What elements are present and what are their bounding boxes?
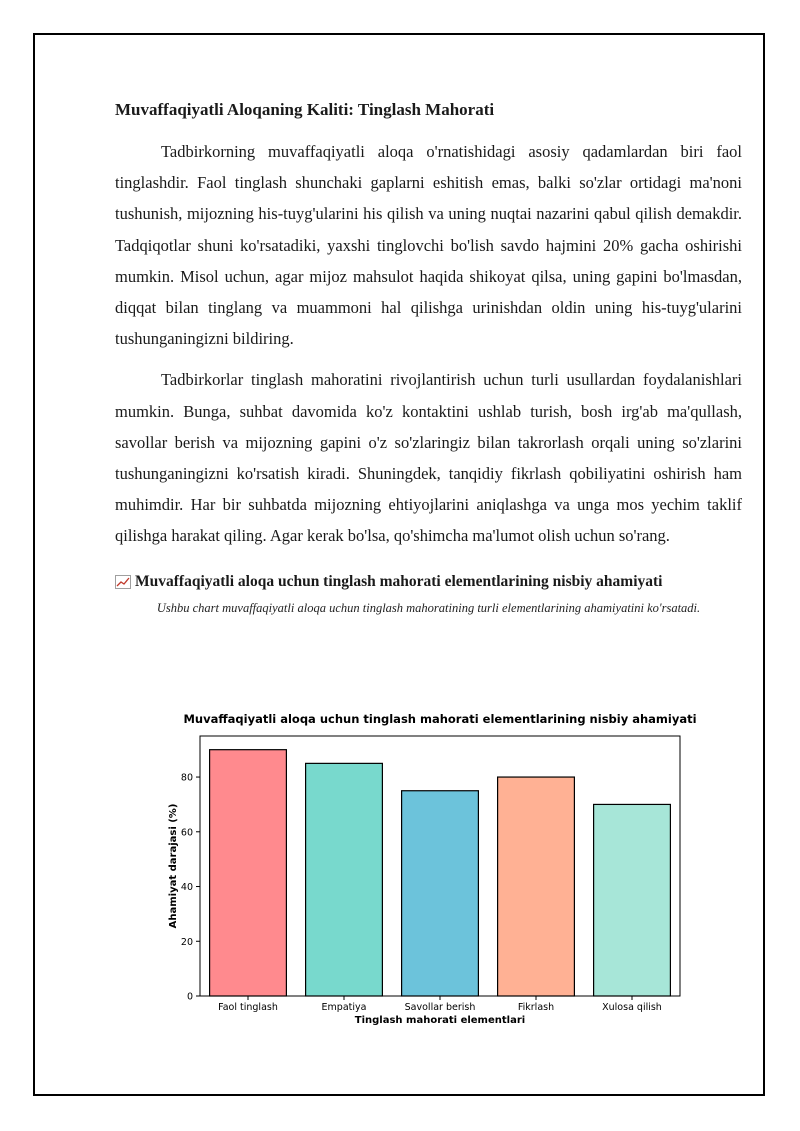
document-title: Muvaffaqiyatli Aloqaning Kaliti: Tinglash Mahorati (115, 100, 495, 119)
y-tick-label: 40 (180, 882, 193, 894)
x-tick-label: Savollar berish (404, 1002, 476, 1013)
x-tick-label: Empatiya (321, 1002, 367, 1013)
bar-1 (210, 750, 287, 996)
paragraph-1: Tadbirkorning muvaffaqiyatli aloqa o'rnatishidagi asosiy qadamlardan biri faol tinglashdir. Faol tinglash shunchaki gaplarni eshitish emas, balki so'zlar ortidagi ma'noni tushunish, mijozning his-tuyg'ularini his qilish va uning nuqtai nazarini qabul qilish demakdir. Tadqiqotlar shuni ko'rsatadiki, yaxshi tinglovchi bo'lish savdo hajmini 20% gacha oshirishi mumkin. Misol uchun, agar mijoz mahsulot haqida shikoyat qilsa, uning gapini bo'lmasdan, diqqat bilan tinglang va muammoni hal qilishga urinishdan oldin uning his-tuyg'ularini tushunganingizni bildiring. (115, 142, 742, 349)
y-tick-label: 20 (180, 936, 193, 948)
x-tick-label: Xulosa qilish (602, 1002, 662, 1013)
chart-title: Muvaffaqiyatli aloqa uchun tinglash mahorati elementlarining nisbiy ahamiyati (183, 712, 697, 726)
x-axis-label: Tinglash mahorati elementlari (354, 1015, 526, 1026)
bar-2 (306, 763, 383, 996)
chart-line-icon (115, 575, 131, 589)
chart-svg (160, 706, 720, 1036)
bar-5 (594, 804, 671, 996)
chart-heading (115, 572, 742, 592)
paragraph-2: Tadbirkorlar tinglash mahoratini rivojlantirish uchun turli usullardan foydalanishlari mumkin. Bunga, suhbat davomida ko'z kontaktini ushlab turish, bosh irg'ab ma'qullash, savollar berish va mijozning gapini o'z so'zlaringiz bilan takrorlash orqali uning so'zlarini tushunganingizni ko'rsatish kiradi. Shuningdek, tanqidiy fikrlash qobiliyatini oshirish ham muhimdir. Har bir suhbatda mijozning ehtiyojlarini aniqlashga va unga mos yechim taklif qilishga harakat qiling. Agar kerak bo'lsa, qo'shimcha ma'lumot olish uchun so'rang. (115, 370, 742, 546)
chart-caption: Ushbu chart muvaffaqiyatli aloqa uchun tinglash mahoratining turli elementlarining ahamiyatini ko'rsatadi. (156, 600, 701, 615)
y-axis-label: Ahamiyat darajasi (%) (168, 803, 179, 929)
x-tick-label: Fikrlash (517, 1002, 555, 1013)
bar-3 (402, 791, 479, 996)
y-tick-label: 60 (180, 827, 193, 839)
y-tick-label: 80 (180, 772, 193, 784)
x-tick-label: Faol tinglash (218, 1002, 278, 1013)
chart-heading-text: Muvaffaqiyatli aloqa uchun tinglash mahorati elementlarining nisbiy ahamiyati (135, 572, 663, 590)
document-body (115, 98, 742, 616)
bar-chart (160, 706, 720, 1036)
y-tick-label: 0 (186, 991, 193, 1003)
bar-4 (498, 777, 575, 996)
